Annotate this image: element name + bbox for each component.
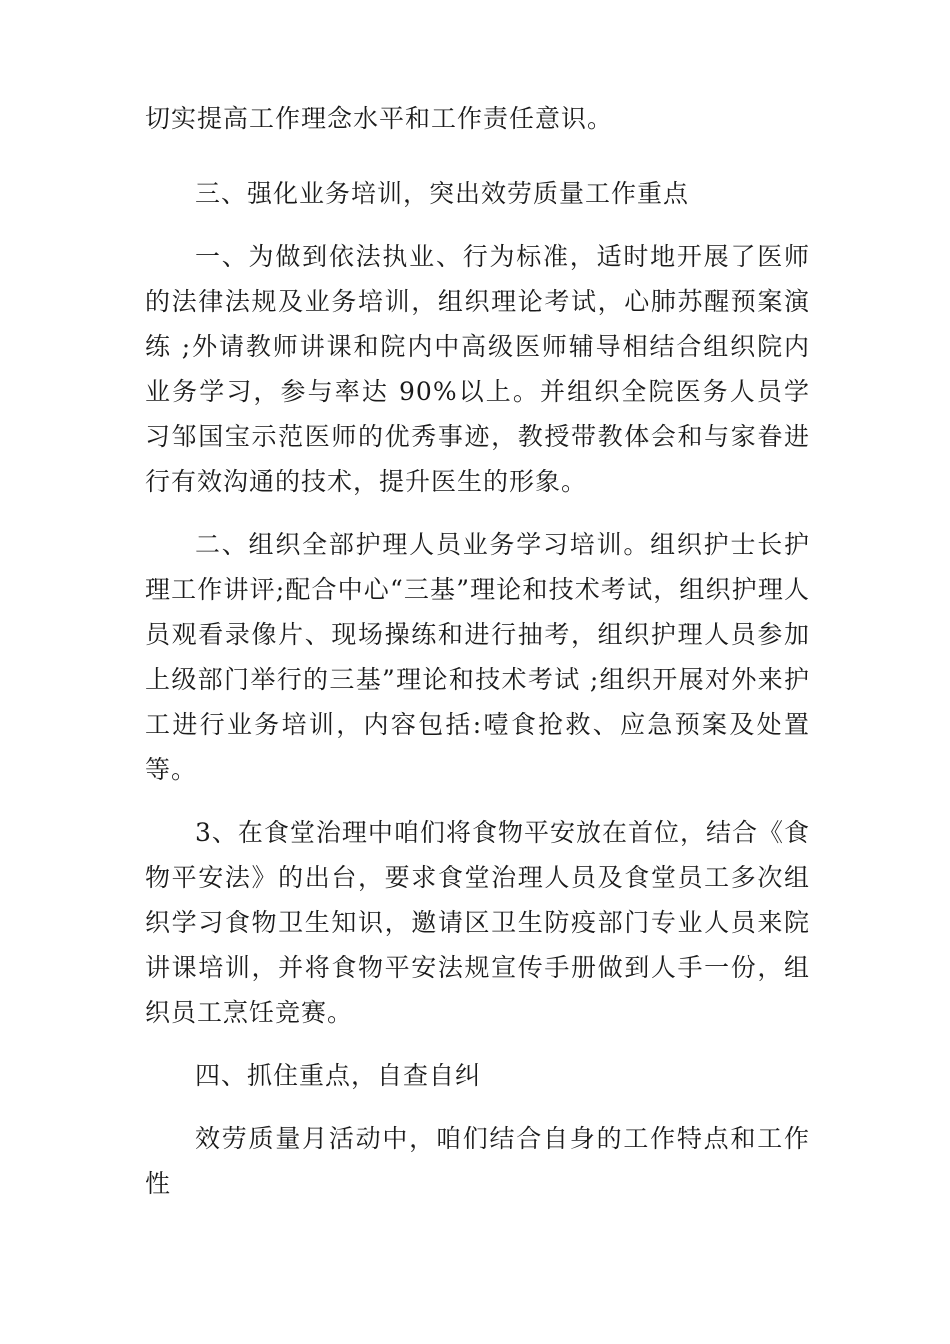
paragraph-doctor-training: 一、为做到依法执业、行为标准，适时地开展了医师的法律法规及业务培训，组织理论考试，心肺苏醒预案演练 ;外请教师讲课和院内中高级医师辅导相结合组织院内业务学习，参与率达 90%以上。并组织全院医务人员学习邹国宝示范医师的优秀事迹，教授带教体会和与家眷进行有效沟通的技术，提升医生的形象。 bbox=[145, 242, 810, 496]
section-heading-3: 三、强化业务培训，突出效劳质量工作重点 bbox=[195, 179, 690, 208]
paragraph-canteen-management: 3、在食堂治理中咱们将食物平安放在首位，结合《食物平安法》的出台，要求食堂治理人员及食堂员工多次组织学习食物卫生知识，邀请区卫生防疫部门专业人员来院讲课培训，并将食物平安法规宣传手册做到人手一份，组织员工烹饪竞赛。 bbox=[145, 818, 810, 1027]
paragraph-continuation: 切实提高工作理念水平和工作责任意识。 bbox=[145, 104, 614, 133]
section-heading-4: 四、抓住重点，自查自纠 bbox=[195, 1061, 482, 1090]
document-body bbox=[145, 96, 810, 1224]
paragraph-nursing-training: 二、组织全部护理人员业务学习培训。组织护士长护理工作讲评;配合中心“三基”理论和技术考试，组织护理人员观看录像片、现场操练和进行抽考，组织护理人员参加上级部门举行的三基”理论和技术考试 ;组织开展对外来护工进行业务培训，内容包括:噎食抢救、应急预案及处置等。 bbox=[145, 530, 810, 784]
paragraph-quality-month: 效劳质量月活动中，咱们结合自身的工作特点和工作性 bbox=[145, 1124, 810, 1198]
